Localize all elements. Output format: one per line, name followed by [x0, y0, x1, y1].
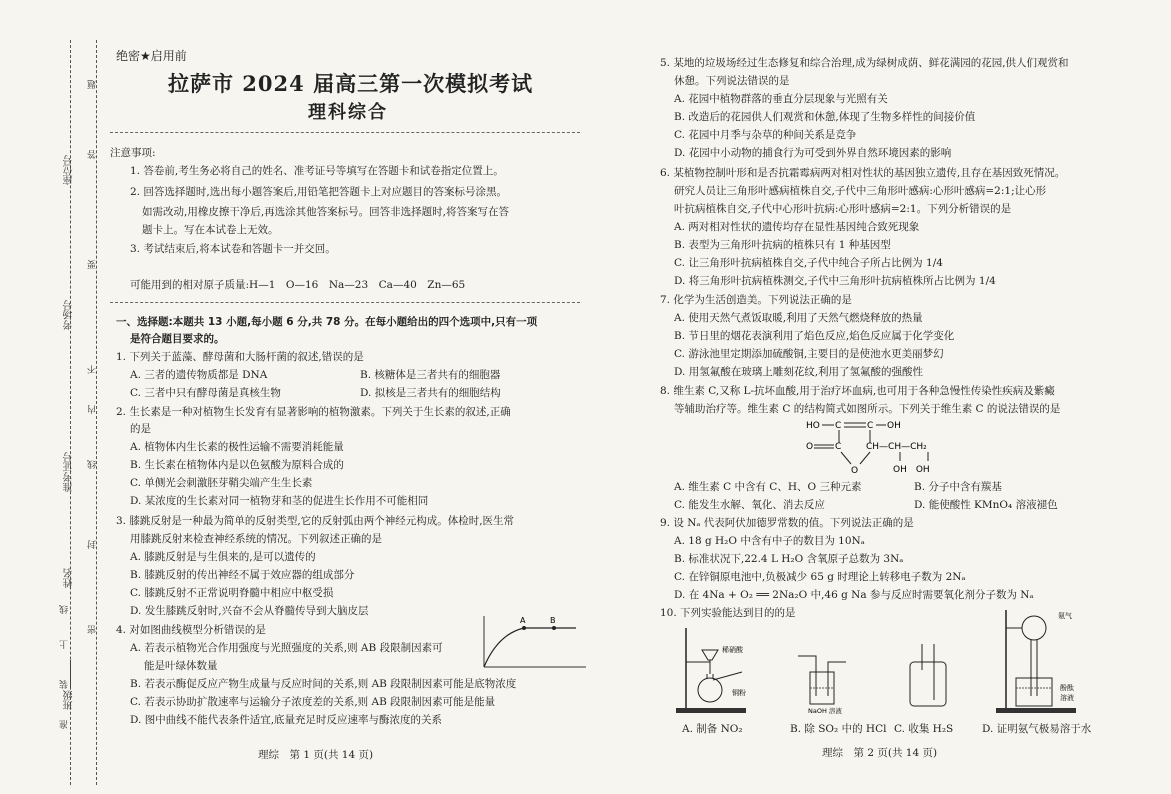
apparatus-c: [904, 640, 954, 714]
q1-option-a: A. 三者的遗传物质都是 DNA: [130, 369, 268, 381]
q9-option-a: A. 18 g H₂O 中含有中子的数目为 10Nₐ: [674, 535, 865, 547]
dropping-funnel: [702, 650, 718, 660]
q1-stem: 1. 下列关于蓝藻、酵母菌和大肠杆菌的叙述,错误的是: [116, 351, 364, 363]
q10-option-a: A. 制备 NO₂: [682, 723, 743, 735]
liquid-label: 酚酞: [1060, 684, 1074, 692]
binding-strip: [0, 0, 108, 794]
reagent-label: 稀硝酸: [722, 646, 743, 654]
structure-c: C: [835, 421, 842, 431]
seal-mark: 不: [88, 365, 98, 374]
apparatus-a: [672, 622, 768, 716]
section-header: 一、选择题:本题共 13 小题,每小题 6 分,共 78 分。在每小题给出的四个选项中,只有一项: [116, 316, 538, 328]
seal-mark: 线: [88, 460, 98, 469]
q4-option-a: A. 若表示植物光合作用强度与光照强度的关系,则 AB 段限制因素可: [130, 642, 443, 654]
q8-option-c: C. 能发生水解、氧化、消去反应: [674, 499, 825, 511]
structure-c: C: [835, 442, 842, 452]
q8-option-d: D. 能使酸性 KMnO₄ 溶液褪色: [914, 499, 1058, 511]
note-line: 1. 答卷前,考生务必将自己的姓名、准考证号等填写在答题卡和试卷指定位置上。: [130, 165, 504, 177]
secret-label: 绝密★启用前: [116, 49, 187, 63]
seal-mark: 题: [88, 80, 98, 89]
apparatus-b: [794, 650, 864, 716]
field-class: 班级: [64, 690, 75, 710]
atomic-masses: 可能用到的相对原子质量:H—1 O—16 Na—23 Ca—40 Zn—65: [130, 279, 466, 291]
gas-label: 氨气: [1058, 612, 1072, 620]
q9-stem: 9. 设 Nₐ 代表阿伏加德罗常数的值。下列说法正确的是: [660, 517, 914, 529]
q3-option-b: B. 膝跳反射的传出神经不属于效应器的组成部分: [130, 569, 355, 581]
q9-option-c: C. 在锌铜原电池中,负极减少 65 g 时理论上转移电子数为 2Nₐ: [674, 571, 966, 583]
flask: [698, 678, 722, 702]
page-footer: 理综 第 1 页(共 14 页): [258, 749, 374, 761]
q6-option-a: A. 两对相对性状的遗传均存在显性基因纯合致死现象: [674, 221, 920, 233]
seal-mark: 内: [88, 405, 98, 414]
q7-option-d: D. 用氢氟酸在玻璃上雕刻花纹,利用了氢氟酸的强酸性: [674, 366, 924, 378]
point-a-label: A: [520, 616, 526, 625]
q9-option-d: D. 在 4Na + O₂ ══ 2Na₂O 中,46 g Na 参与反应时需要氧化剂分子数为 Nₐ: [674, 589, 1034, 601]
q5-option-b: B. 改造后的花园供人们观赏和休憩,体现了生物多样性的间接价值: [674, 111, 976, 123]
curve: [484, 628, 576, 667]
q4-option-d: D. 图中曲线不能代表条件适宜,底量充足时反应速率与酶浓度的关系: [130, 714, 443, 726]
q5-option-a: A. 花园中植物群落的垂直分层现象与光照有关: [674, 93, 888, 105]
q9-option-b: B. 标准状况下,22.4 L H₂O 含氧原子总数为 3Nₐ: [674, 553, 904, 565]
q3-option-c: C. 膝跳反射不正常说明脊髓中相应中枢受损: [130, 587, 334, 599]
gas-bottle: [910, 662, 946, 706]
q2-option-d: D. 某浓度的生长素对同一植物芽和茎的促进生长作用不可能相同: [130, 495, 429, 507]
q2-option-a: A. 植物体内生长素的极性运输不需要消耗能量: [130, 441, 344, 453]
q6-stem: 叶抗病植株自交,子代中心形叶抗病:心形叶感病=2:1。下列分析错误的是: [674, 203, 1012, 215]
structure-ring-o: O: [851, 466, 859, 476]
page-footer: 理综 第 2 页(共 14 页): [822, 747, 938, 759]
notes-title: 注意事项:: [110, 147, 156, 159]
q5-stem: 5. 某地的垃圾场经过生态修复和综合治理,成为绿树成荫、鲜花满园的花园,供人们观赏和: [660, 57, 1069, 69]
divider: [110, 302, 580, 303]
q3-option-a: A. 膝跳反射是与生俱来的,是可以遗传的: [130, 551, 316, 563]
q6-option-c: C. 让三角形叶抗病植株自交,子代中纯合子所占比例为 1/4: [674, 257, 943, 269]
seal-mark: 要: [88, 260, 98, 269]
point-b-label: B: [550, 616, 556, 625]
q8-stem: 等辅助治疗等。维生素 C 的结构简式如图所示。下列关于维生素 C 的说法错误的是: [674, 403, 1061, 415]
q10-stem: 10. 下列实验能达到目的的是: [660, 607, 796, 619]
binding-mark: 上: [60, 640, 70, 649]
q10-option-d: D. 证明氨气极易溶于水: [982, 723, 1092, 735]
solution-label: NaOH 溶液: [808, 707, 842, 715]
q5-stem: 休憩。下列说法错误的是: [674, 75, 790, 87]
apparatus-d: [994, 600, 1106, 718]
q2-stem: 的是: [130, 423, 151, 435]
binding-mark: 装: [60, 680, 70, 689]
q2-option-b: B. 生长素在植物体内是以色氨酸为原料合成的: [130, 459, 344, 471]
structure-o: O: [806, 442, 814, 452]
note-line: 如需改动,用橡皮擦干净后,再选涂其他答案标号。回答非选择题时,将答案写在答: [142, 206, 510, 218]
beaker: [1016, 678, 1052, 706]
q7-option-a: A. 使用天然气煮饭取暖,利用了天然气燃烧释放的热量: [674, 312, 923, 324]
q6-stem: 6. 某植物控制叶形和是否抗霜霉病两对相对性状的基因独立遗传,且存在基因致死情况。: [660, 167, 1066, 179]
q7-option-c: C. 游泳池里定期添加硫酸铜,主要目的是使池水更美丽梦幻: [674, 348, 944, 360]
exam-title: 拉萨市 2024 届高三第一次模拟考试: [168, 71, 534, 96]
q5-option-c: C. 花园中月季与杂草的种间关系是竞争: [674, 129, 857, 141]
field-name: 姓名: [64, 568, 75, 588]
binding-mark: 线: [60, 605, 70, 614]
note-line: 题卡上。写在本试卷上无效。: [142, 224, 279, 236]
q1-option-d: D. 拟核是三者共有的细胞结构: [360, 387, 501, 399]
point-b: [552, 626, 556, 630]
seal-mark: 封: [88, 540, 98, 549]
q4-option-b: B. 若表示酶促反应产物生成量与反应时间的关系,则 AB 段限制因素可能是底物浓度: [130, 678, 517, 690]
note-line: 2. 回答选择题时,选出每小题答案后,用铅笔把答题卡上对应题目的答案标号涂黑。: [130, 186, 508, 198]
q3-stem: 3. 膝跳反射是一种最为简单的反射类型,它的反射弧由两个神经元构成。体检时,医生常: [116, 515, 515, 527]
q10-option-b: B. 除 SO₂ 中的 HCl: [790, 723, 887, 735]
structure-ch-chain: CH—CH—CH₂: [866, 442, 927, 452]
q2-stem: 2. 生长素是一种对植物生长发育有显著影响的植物激素。下列关于生长素的叙述,正确: [116, 406, 511, 418]
q8-option-a: A. 维生素 C 中含有 C、H、O 三种元素: [674, 481, 862, 493]
q8-option-b: B. 分子中含有羰基: [914, 481, 1002, 493]
q10-option-c: C. 收集 H₂S: [894, 723, 954, 735]
solid-label: 铜粉: [732, 689, 746, 697]
q1-option-b: B. 核糖体是三者共有的细胞器: [360, 369, 501, 381]
q3-stem: 用膝跳反射来检查神经系统的情况。下列叙述正确的是: [130, 533, 382, 545]
point-a: [522, 626, 526, 630]
field-exam-id: 准考证号: [64, 452, 75, 492]
q8-stem: 8. 维生素 C,又称 L-抗坏血酸,用于治疗坏血病,也可用于各种急慢性传染性疾病及紫癜: [660, 385, 1055, 397]
structure-oh: OH: [887, 421, 901, 431]
q1-option-c: C. 三者中只有酵母菌是真核生物: [130, 387, 281, 399]
exam-subtitle: 理科综合: [308, 102, 388, 123]
q4-stem: 4. 对如图曲线模型分析错误的是: [116, 624, 266, 636]
q7-stem: 7. 化学为生活创造美。下列说法正确的是: [660, 294, 852, 306]
q6-stem: 研究人员让三角形叶感病植株自交,子代中三角形叶感病:心形叶感病=2:1;让心形: [674, 185, 1047, 197]
q4-curve-graph: [476, 612, 591, 674]
round-flask: [1022, 616, 1046, 640]
section-header: 是符合题目要求的。: [130, 333, 225, 345]
q6-option-d: D. 将三角形叶抗病植株测交,子代中三角形叶抗病植株所占比例为 1/4: [674, 275, 996, 287]
field-room: 考场号: [64, 300, 75, 330]
seal-mark: 答: [88, 150, 98, 159]
field-seat: 座位号: [64, 155, 75, 185]
q7-option-b: B. 节日里的烟花表演利用了焰色反应,焰色反应属于化学变化: [674, 330, 955, 342]
q2-option-c: C. 单侧光会刺激胚芽鞘尖端产生生长素: [130, 477, 313, 489]
structure-ho: HO: [806, 421, 820, 431]
q4-option-c: C. 若表示协助扩散速率与运输分子浓度差的关系,则 AB 段限制因素可能是能量: [130, 696, 496, 708]
q6-option-b: B. 表型为三角形叶抗病的植株只有 1 种基因型: [674, 239, 891, 251]
note-line: 3. 考试结束后,将本试卷和答题卡一并交回。: [130, 243, 336, 255]
liquid-label: 溶液: [1060, 694, 1074, 702]
q4-option-a: 能是叶绿体数量: [144, 660, 218, 672]
binding-mark: 准: [60, 720, 70, 729]
divider: [110, 132, 580, 133]
seal-mark: 密: [88, 625, 98, 634]
vitamin-c-structure: [804, 416, 964, 478]
structure-c: C: [867, 421, 874, 431]
structure-oh-pair: OH OH: [893, 465, 930, 475]
q5-option-d: D. 花园中小动物的捕食行为可受到外界自然环境因素的影响: [674, 147, 952, 159]
q3-option-d: D. 发生膝跳反射时,兴奋不会从脊髓传导到大脑皮层: [130, 605, 369, 617]
